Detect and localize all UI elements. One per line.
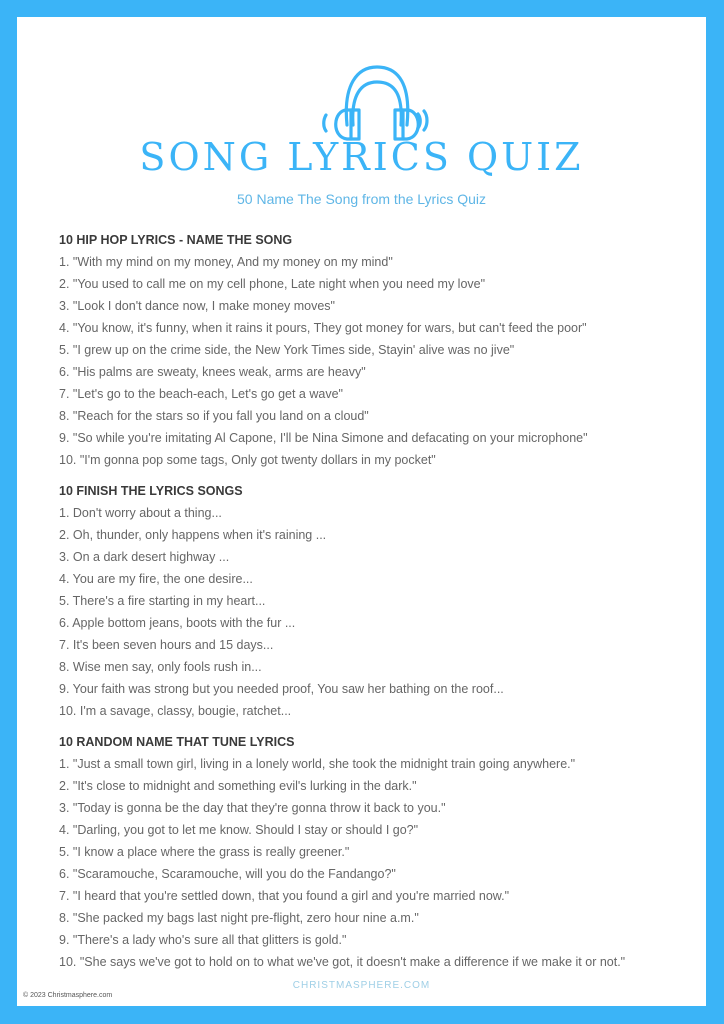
list-item: 8. Wise men say, only fools rush in... bbox=[59, 660, 262, 674]
list-item: 9. Your faith was strong but you needed proof, You saw her bathing on the roof... bbox=[59, 682, 504, 696]
list-item: 4. "Darling, you got to let me know. Should I stay or should I go?" bbox=[59, 823, 419, 837]
list-item: 3. "Look I don't dance now, I make money moves" bbox=[59, 299, 335, 313]
question-list bbox=[59, 251, 679, 471]
list-item: 10. "She says we've got to hold on to what we've got, it doesn't make a difference if we make it or not." bbox=[59, 955, 626, 969]
list-item: 8. "She packed my bags last night pre-flight, zero hour nine a.m." bbox=[59, 911, 419, 925]
list-item: 7. "I heard that you're settled down, that you found a girl and you're married now." bbox=[59, 889, 510, 903]
headphones-icon bbox=[307, 55, 447, 145]
page-title: SONG LYRICS QUIZ bbox=[139, 135, 584, 179]
section-heading: 10 HIP HOP LYRICS - NAME THE SONG bbox=[59, 233, 293, 247]
list-item: 5. There's a fire starting in my heart... bbox=[59, 594, 266, 608]
section-hip-hop bbox=[59, 229, 679, 471]
site-url: CHRISTMASPHERE.COM bbox=[292, 980, 431, 991]
list-item: 1. "Just a small town girl, living in a lonely world, she took the midnight train going anywhere." bbox=[59, 757, 576, 771]
list-item: 1. Don't worry about a thing... bbox=[59, 506, 222, 520]
section-heading: 10 RANDOM NAME THAT TUNE LYRICS bbox=[59, 735, 295, 749]
list-item: 7. It's been seven hours and 15 days... bbox=[59, 638, 274, 652]
list-item: 3. On a dark desert highway ... bbox=[59, 550, 230, 564]
list-item: 9. "There's a lady who's sure all that glitters is gold." bbox=[59, 933, 347, 947]
list-item: 4. You are my fire, the one desire... bbox=[59, 572, 253, 586]
list-item: 6. "Scaramouche, Scaramouche, will you do the Fandango?" bbox=[59, 867, 396, 881]
copyright-notice: © 2023 Christmasphere.com bbox=[23, 992, 113, 999]
list-item: 2. "It's close to midnight and something evil's lurking in the dark." bbox=[59, 779, 417, 793]
section-heading: 10 FINISH THE LYRICS SONGS bbox=[59, 484, 243, 498]
page-subtitle: 50 Name The Song from the Lyrics Quiz bbox=[237, 191, 486, 207]
list-item: 6. "His palms are sweaty, knees weak, arms are heavy" bbox=[59, 365, 366, 379]
question-list bbox=[59, 753, 679, 973]
list-item: 4. "You know, it's funny, when it rains it pours, They got money for wars, but can't feed the poor" bbox=[59, 321, 587, 335]
quiz-page bbox=[17, 17, 706, 1006]
list-item: 7. "Let's go to the beach-each, Let's go get a wave" bbox=[59, 387, 343, 401]
list-item: 3. "Today is gonna be the day that they're gonna throw it back to you." bbox=[59, 801, 446, 815]
list-item: 6. Apple bottom jeans, boots with the fur ... bbox=[59, 616, 296, 630]
list-item: 5. "I know a place where the grass is really greener." bbox=[59, 845, 350, 859]
list-item: 2. "You used to call me on my cell phone, Late night when you need my love" bbox=[59, 277, 486, 291]
section-finish-lyrics bbox=[59, 480, 679, 722]
list-item: 10. "I'm gonna pop some tags, Only got twenty dollars in my pocket" bbox=[59, 453, 436, 467]
list-item: 5. "I grew up on the crime side, the New York Times side, Stayin' alive was no jive" bbox=[59, 343, 515, 357]
list-item: 2. Oh, thunder, only happens when it's raining ... bbox=[59, 528, 327, 542]
list-item: 10. I'm a savage, classy, bougie, ratchet... bbox=[59, 704, 292, 718]
section-name-that-tune bbox=[59, 731, 679, 973]
list-item: 8. "Reach for the stars so if you fall you land on a cloud" bbox=[59, 409, 369, 423]
question-list bbox=[59, 502, 679, 722]
list-item: 9. "So while you're imitating Al Capone, I'll be Nina Simone and defacating on your microphone" bbox=[59, 431, 588, 445]
list-item: 1. "With my mind on my money, And my money on my mind" bbox=[59, 255, 393, 269]
